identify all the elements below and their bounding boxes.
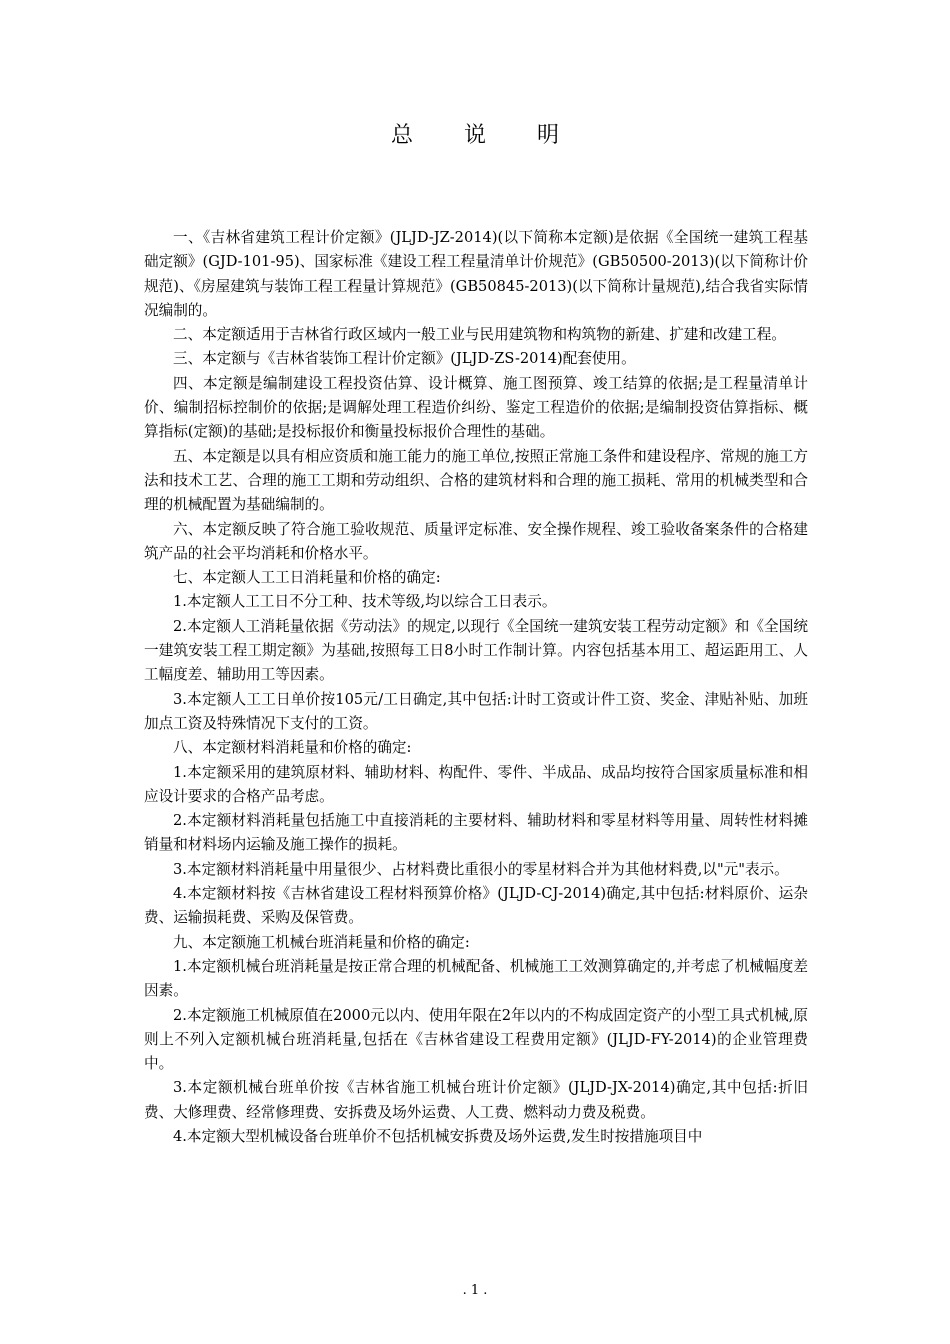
page-number: . 1 . — [462, 1283, 488, 1298]
document-body — [144, 226, 808, 1149]
paragraph: 4.本定额大型机械设备台班单价不包括机械安拆费及场外运费,发生时按措施项目中 — [173, 1127, 703, 1145]
paragraph: 3.本定额材料消耗量中用量很少、占材料费比重很小的零星材料合并为其他材料费,以"元"表示。 — [173, 860, 789, 878]
paragraph: 八、本定额材料消耗量和价格的确定: — [173, 739, 412, 757]
paragraph: 3.本定额机械台班单价按《吉林省施工机械台班计价定额》(JLJD-JX-2014)确定,其中包括:折旧费、大修理费、经常修理费、安拆费及场外运费、人工费、燃料动力费及税费。 — [144, 1079, 808, 1121]
paragraph: 四、本定额是编制建设工程投资估算、设计概算、施工图预算、竣工结算的依据;是工程量清单计价、编制招标控制价的依据;是调解处理工程造价纠纷、鉴定工程造价的依据;是编制投资估算指标、概算指标(定额)的基础;是投标报价和衡量投标报价合理性的基础。 — [144, 374, 808, 441]
paragraph: 2.本定额材料消耗量包括施工中直接消耗的主要材料、辅助材料和零星材料等用量、周转性材料摊销量和材料场内运输及施工操作的损耗。 — [144, 812, 808, 854]
paragraph: 2.本定额人工消耗量依据《劳动法》的规定,以现行《全国统一建筑安装工程劳动定额》和《全国统一建筑安装工程工期定额》为基础,按照每工日8小时工作制计算。内容包括基本用工、超运距用工、人工幅度差、辅助用工等因素。 — [144, 617, 808, 684]
document-title: 总 说 明 — [391, 123, 581, 148]
paragraph: 1.本定额人工工日不分工种、技术等级,均以综合工日表示。 — [173, 593, 557, 611]
paragraph: 2.本定额施工机械原值在2000元以内、使用年限在2年以内的不构成固定资产的小型工具式机械,原则上不列入定额机械台班消耗量,包括在《吉林省建设工程费用定额》(JLJD-FY-2014)的企业管理费中。 — [144, 1006, 808, 1073]
paragraph: 4.本定额材料按《吉林省建设工程材料预算价格》(JLJD-CJ-2014)确定,其中包括:材料原价、运杂费、运输损耗费、采购及保管费。 — [144, 885, 808, 927]
paragraph: 三、本定额与《吉林省装饰工程计价定额》(JLJD-ZS-2014)配套使用。 — [173, 350, 636, 368]
paragraph: 七、本定额人工工日消耗量和价格的确定: — [173, 569, 441, 587]
paragraph: 3.本定额人工工日单价按105元/工日确定,其中包括:计时工资或计件工资、奖金、津贴补贴、加班加点工资及特殊情况下支付的工资。 — [144, 690, 808, 732]
paragraph: 一、《吉林省建筑工程计价定额》(JLJD-JZ-2014)(以下简称本定额)是依据《全国统一建筑工程基础定额》(GJD-101-95)、国家标准《建设工程工程量清单计价规范》(GB50500-2013)(以下简称计价规范)、《房屋建筑与装饰工程工程量计算规范》(GB50845-2013)(以下简称计量规范),结合我省实际情况编制的。 — [144, 229, 808, 319]
paragraph: 五、本定额是以具有相应资质和施工能力的施工单位,按照正常施工条件和建设程序、常规的施工方法和技术工艺、合理的施工工期和劳动组织、合格的建筑材料和合理的施工损耗、常用的机械类型和合理的机械配置为基础编制的。 — [144, 447, 808, 514]
paragraph: 1.本定额采用的建筑原材料、辅助材料、构配件、零件、半成品、成品均按符合国家质量标准和相应设计要求的合格产品考虑。 — [144, 763, 808, 805]
paragraph: 二、本定额适用于吉林省行政区域内一般工业与民用建筑物和构筑物的新建、扩建和改建工程。 — [173, 326, 786, 344]
paragraph: 九、本定额施工机械台班消耗量和价格的确定: — [173, 933, 470, 951]
paragraph: 1.本定额机械台班消耗量是按正常合理的机械配备、机械施工工效测算确定的,并考虑了机械幅度差因素。 — [144, 957, 808, 1000]
paragraph: 六、本定额反映了符合施工验收规范、质量评定标准、安全操作规程、竣工验收备案条件的合格建筑产品的社会平均消耗和价格水平。 — [144, 520, 808, 562]
